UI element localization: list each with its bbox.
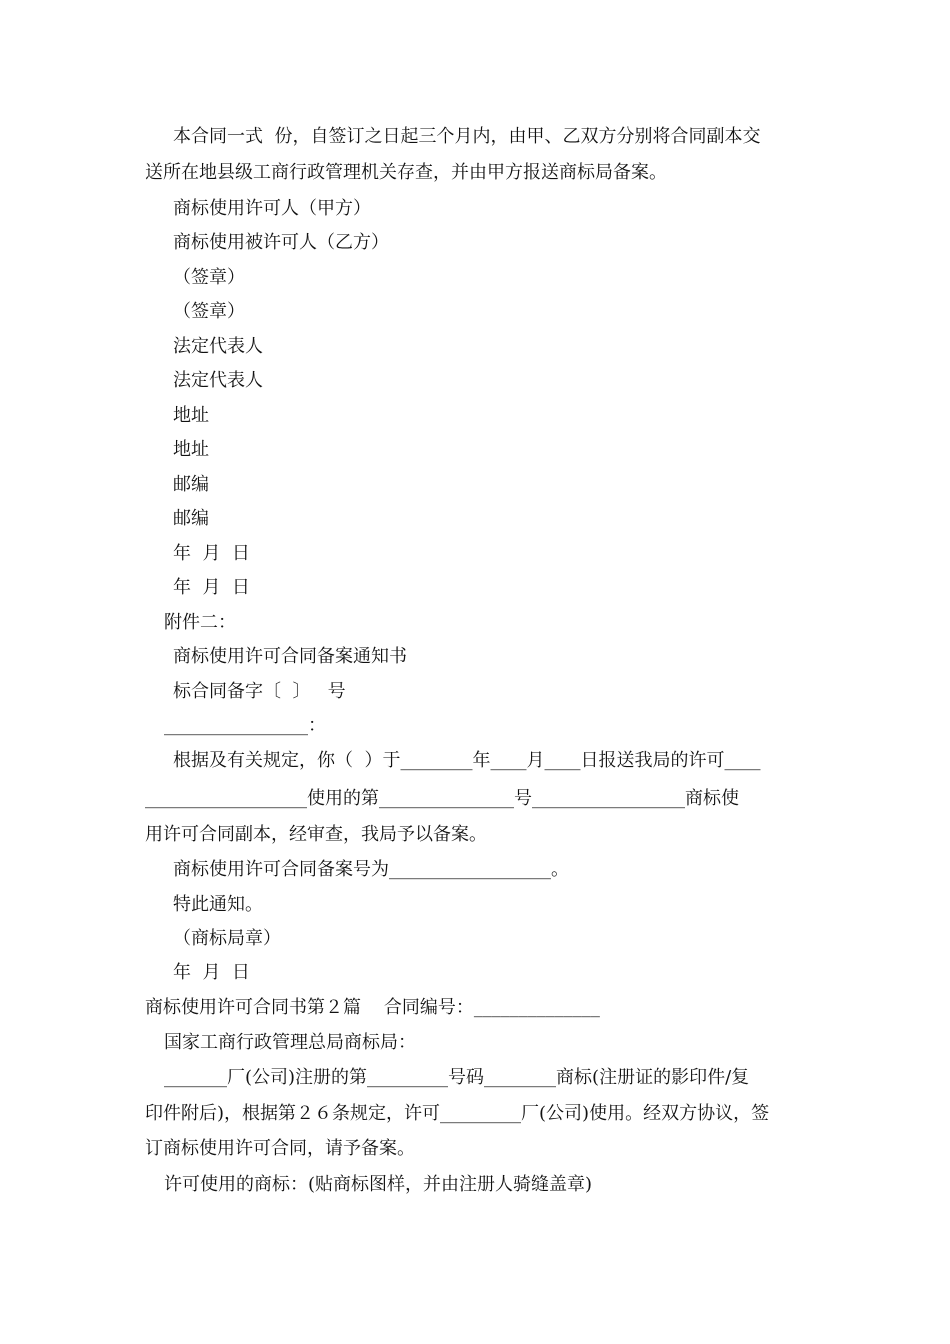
text-line: 地址	[173, 405, 209, 426]
text-line: 国家工商行政管理总局商标局：	[164, 1032, 416, 1053]
text-line: 本合同一式 份，自签订之日起三个月内，由甲、乙双方分别将合同副本交	[173, 126, 761, 147]
text-line: 法定代表人	[173, 336, 263, 357]
text-line: 根据及有关规定，你（ ）于________年____月____日报送我局的许可____	[173, 750, 761, 771]
text-line: （签章）	[173, 267, 245, 288]
text-line: 年 月 日	[173, 577, 250, 598]
text-line: _______厂(公司)注册的第_________号码________商标(注册证的影印件/复	[164, 1067, 750, 1088]
text-line: 标合同备字〔 〕 号	[173, 681, 346, 702]
text-line: ________________：	[164, 715, 326, 736]
text-line: 商标使用被许可人（乙方）	[173, 232, 389, 253]
text-line: （商标局章）	[173, 928, 281, 949]
text-line: 订商标使用许可合同，请予备案。	[145, 1138, 415, 1159]
text-line: （签章）	[173, 301, 245, 322]
text-line: 商标使用许可人（甲方）	[173, 198, 371, 219]
text-line: 用许可合同副本，经审查，我局予以备案。	[145, 824, 487, 845]
text-line: 邮编	[173, 508, 209, 529]
text-line: 许可使用的商标：(贴商标图样，并由注册人骑缝盖章)	[164, 1174, 593, 1195]
text-line: 地址	[173, 439, 209, 460]
text-line: 商标使用许可合同备案号为__________________。	[173, 859, 569, 880]
text-line: 特此通知。	[173, 894, 263, 915]
text-line: __________________使用的第_______________号_________________商标使	[145, 788, 739, 809]
text-line: 印件附后)，根据第２６条规定，许可_________厂(公司)使用。经双方协议，签	[145, 1103, 770, 1124]
text-line: 邮编	[173, 474, 209, 495]
text-line: 附件二：	[164, 612, 236, 633]
text-line: 送所在地县级工商行政管理机关存查，并由甲方报送商标局备案。	[145, 162, 667, 183]
text-line: 商标使用许可合同备案通知书	[173, 646, 407, 667]
text-line: 年 月 日	[173, 543, 250, 564]
text-line: 法定代表人	[173, 370, 263, 391]
text-line: 年 月 日	[173, 962, 250, 983]
text-line: 商标使用许可合同书第２篇 合同编号：______________	[145, 997, 600, 1018]
